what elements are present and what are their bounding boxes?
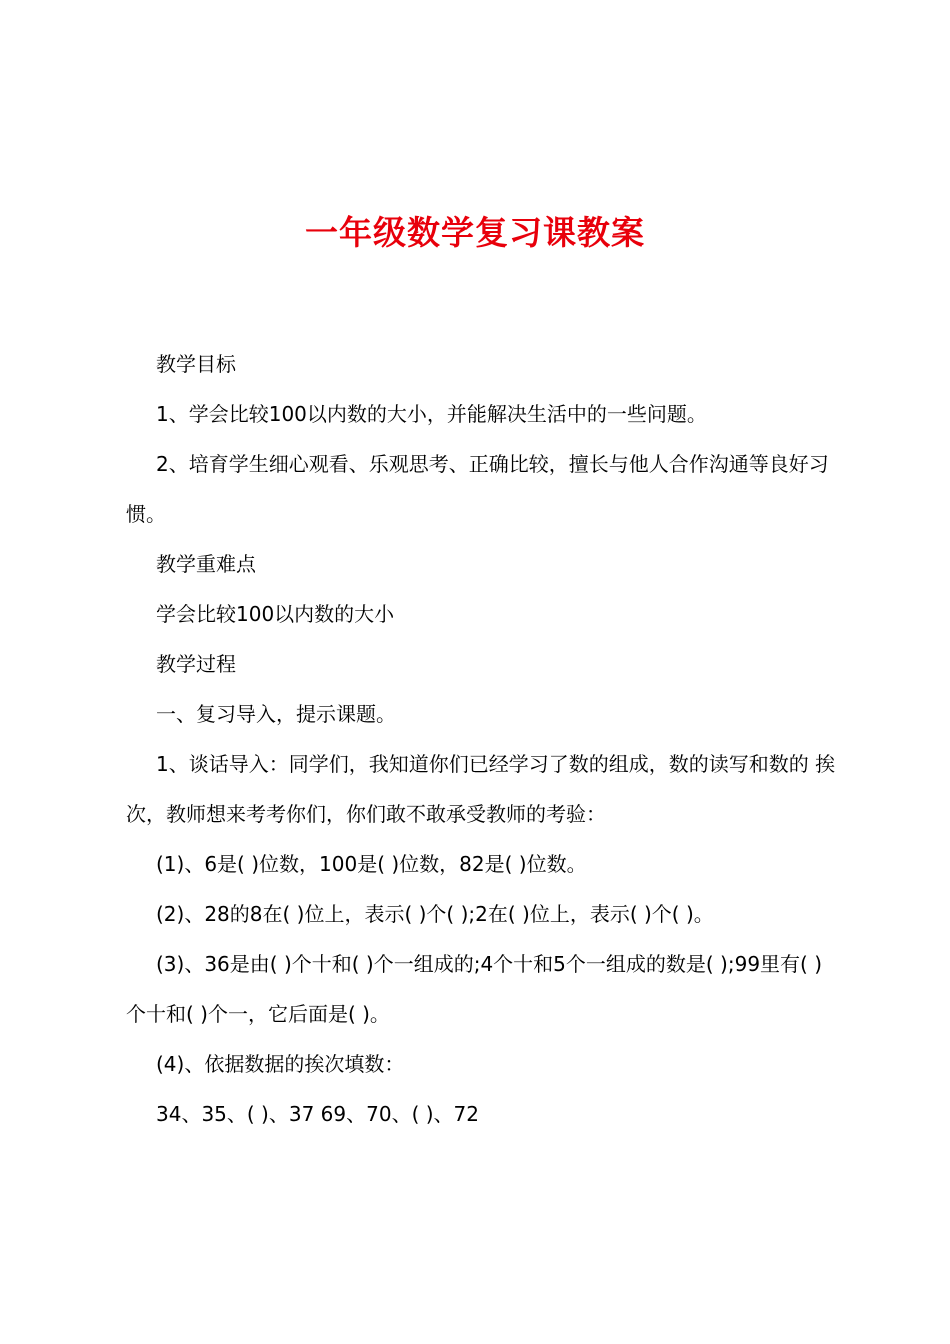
goal-item-2: 2、培育学生细心观看、乐观思考、正确比较，擅长与他人合作沟通等良好习惯。	[126, 452, 829, 526]
goal-item-1: 1、学会比较100以内数的大小，并能解决生活中的一些问题。	[156, 402, 707, 426]
document-title: 一年级数学复习课教案	[305, 213, 645, 252]
quiz-item-4: (4)、依据数据的挨次填数：	[156, 1052, 405, 1076]
heading-teaching-goals: 教学目标	[156, 352, 236, 376]
process-section-1: 一、复习导入，提示课题。	[156, 702, 396, 726]
quiz-item-3: (3)、36是由( )个十和( )个一组成的;4个十和5个一组成的数是( );99里有( )个十和( )个一，它后面是( )。	[126, 952, 823, 1026]
document-body	[126, 339, 836, 1139]
quiz-item-1: (1)、6是( )位数，100是( )位数，82是( )位数。	[156, 852, 587, 876]
quiz-sequence: 34、35、( )、37 69、70、( )、72	[156, 1102, 479, 1126]
process-step-1: 1、谈话导入：同学们，我知道你们已经学习了数的组成，数的读写和数的 挨次，教师想来考考你们，你们敢不敢承受教师的考验：	[126, 752, 836, 826]
quiz-item-2: (2)、28的8在( )位上，表示( )个( );2在( )位上，表示( )个( )。	[156, 902, 714, 926]
key-point-text: 学会比较100以内数的大小	[156, 602, 395, 626]
heading-key-points: 教学重难点	[156, 552, 256, 576]
heading-teaching-process: 教学过程	[156, 652, 236, 676]
